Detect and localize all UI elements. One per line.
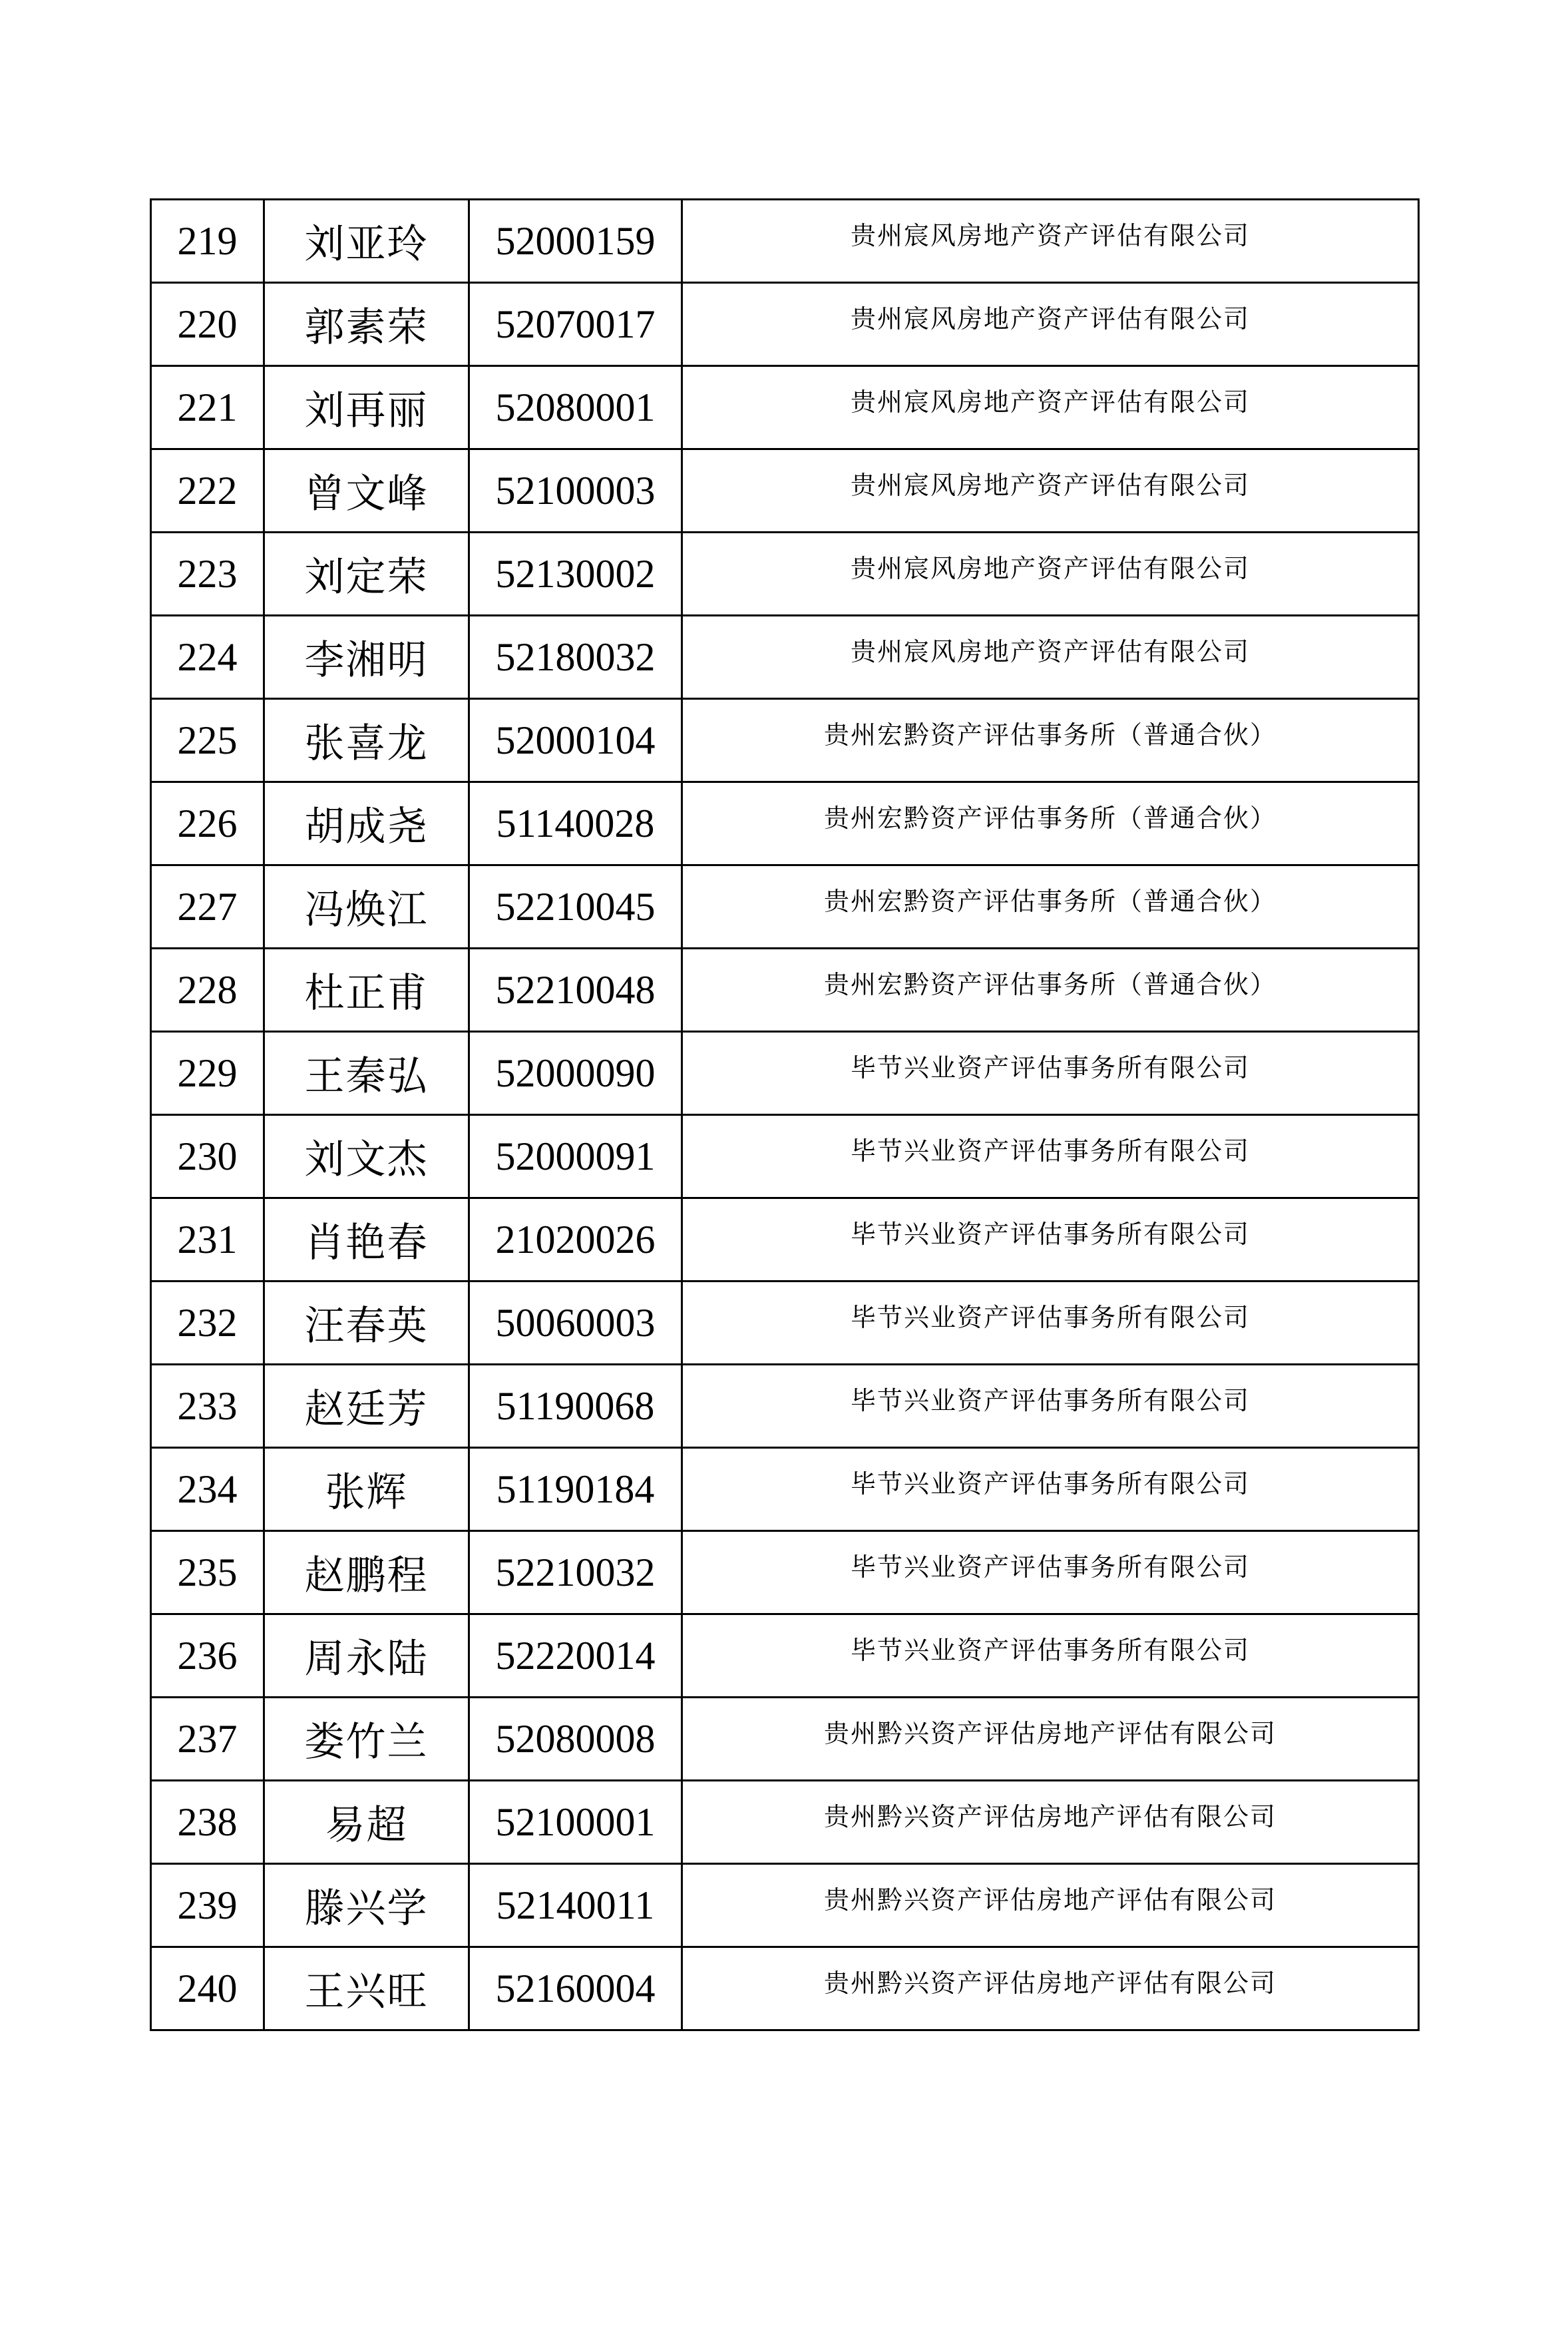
certificate-number: 52070017: [469, 283, 682, 366]
organization-name: 毕节兴业资产评估事务所有限公司: [850, 1136, 1250, 1166]
certificate-number: 52000104: [469, 699, 682, 782]
organization-name: 贵州黔兴资产评估房地产评估有限公司: [823, 1801, 1276, 1831]
organization-cell: [682, 1781, 1419, 1864]
certificate-number: 52000159: [469, 200, 682, 283]
registry-table-body: [151, 200, 1419, 2030]
person-name: 曾文峰: [264, 449, 469, 533]
table-row: [151, 1614, 1419, 1698]
organization-cell: [682, 782, 1419, 865]
row-number: 229: [151, 1032, 264, 1115]
organization-name: 贵州宸风房地产资产评估有限公司: [850, 636, 1250, 666]
table-row: [151, 1365, 1419, 1448]
organization-name: 贵州宏黔资产评估事务所（普通合伙）: [823, 969, 1276, 999]
person-name: 娄竹兰: [264, 1698, 469, 1781]
certificate-number: 52140011: [469, 1864, 682, 1947]
organization-name: 毕节兴业资产评估事务所有限公司: [850, 1469, 1250, 1499]
certificate-number: 52210048: [469, 949, 682, 1032]
organization-name: 贵州宸风房地产资产评估有限公司: [850, 387, 1250, 417]
certificate-number: 52210032: [469, 1531, 682, 1614]
row-number: 238: [151, 1781, 264, 1864]
organization-name: 贵州宸风房地产资产评估有限公司: [850, 470, 1250, 500]
row-number: 226: [151, 782, 264, 865]
row-number: 234: [151, 1448, 264, 1531]
organization-cell: [682, 1614, 1419, 1698]
certificate-number: 51140028: [469, 782, 682, 865]
row-number: 228: [151, 949, 264, 1032]
person-name: 刘定荣: [264, 533, 469, 616]
row-number: 221: [151, 366, 264, 449]
certificate-number: 52130002: [469, 533, 682, 616]
table-row: [151, 1282, 1419, 1365]
person-name: 易超: [264, 1781, 469, 1864]
table-row: [151, 533, 1419, 616]
row-number: 231: [151, 1198, 264, 1282]
row-number: 233: [151, 1365, 264, 1448]
organization-name: 贵州宸风房地产资产评估有限公司: [850, 304, 1250, 334]
organization-cell: [682, 1864, 1419, 1947]
organization-name: 贵州黔兴资产评估房地产评估有限公司: [823, 1968, 1276, 1998]
row-number: 223: [151, 533, 264, 616]
certificate-number: 52210045: [469, 865, 682, 949]
organization-cell: [682, 1282, 1419, 1365]
organization-cell: [682, 449, 1419, 533]
certificate-number: 52100001: [469, 1781, 682, 1864]
person-name: 滕兴学: [264, 1864, 469, 1947]
table-row: [151, 1115, 1419, 1198]
table-row: [151, 1864, 1419, 1947]
table-row: [151, 1698, 1419, 1781]
table-row: [151, 949, 1419, 1032]
organization-name: 毕节兴业资产评估事务所有限公司: [850, 1219, 1250, 1249]
organization-cell: [682, 949, 1419, 1032]
certificate-number: 52220014: [469, 1614, 682, 1698]
person-name: 郭素荣: [264, 283, 469, 366]
person-name: 汪春英: [264, 1282, 469, 1365]
certificate-number: 52080008: [469, 1698, 682, 1781]
row-number: 224: [151, 616, 264, 699]
table-row: [151, 366, 1419, 449]
organization-name: 贵州宏黔资产评估事务所（普通合伙）: [823, 886, 1276, 916]
certificate-number: 52000090: [469, 1032, 682, 1115]
organization-cell: [682, 1531, 1419, 1614]
organization-name: 贵州黔兴资产评估房地产评估有限公司: [823, 1718, 1276, 1748]
table-row: [151, 1781, 1419, 1864]
organization-name: 毕节兴业资产评估事务所有限公司: [850, 1052, 1250, 1082]
certificate-number: 51190068: [469, 1365, 682, 1448]
organization-cell: [682, 283, 1419, 366]
table-row: [151, 449, 1419, 533]
table-row: [151, 1947, 1419, 2030]
organization-cell: [682, 366, 1419, 449]
table-row: [151, 1198, 1419, 1282]
person-name: 李湘明: [264, 616, 469, 699]
organization-name: 毕节兴业资产评估事务所有限公司: [850, 1302, 1250, 1332]
row-number: 240: [151, 1947, 264, 2030]
certificate-number: 52100003: [469, 449, 682, 533]
organization-name: 毕节兴业资产评估事务所有限公司: [850, 1552, 1250, 1582]
organization-cell: [682, 1032, 1419, 1115]
row-number: 227: [151, 865, 264, 949]
person-name: 刘亚玲: [264, 200, 469, 283]
row-number: 222: [151, 449, 264, 533]
certificate-number: 51190184: [469, 1448, 682, 1531]
organization-cell: [682, 865, 1419, 949]
organization-cell: [682, 1448, 1419, 1531]
organization-name: 贵州宸风房地产资产评估有限公司: [850, 220, 1250, 250]
person-name: 肖艳春: [264, 1198, 469, 1282]
organization-name: 毕节兴业资产评估事务所有限公司: [850, 1635, 1250, 1665]
table-row: [151, 699, 1419, 782]
row-number: 219: [151, 200, 264, 283]
table-row: [151, 782, 1419, 865]
organization-cell: [682, 616, 1419, 699]
table-row: [151, 1448, 1419, 1531]
organization-cell: [682, 1198, 1419, 1282]
certificate-number: 21020026: [469, 1198, 682, 1282]
organization-cell: [682, 200, 1419, 283]
organization-name: 贵州黔兴资产评估房地产评估有限公司: [823, 1885, 1276, 1915]
table-row: [151, 1531, 1419, 1614]
registry-table: [150, 198, 1420, 2031]
row-number: 220: [151, 283, 264, 366]
person-name: 刘文杰: [264, 1115, 469, 1198]
person-name: 张辉: [264, 1448, 469, 1531]
table-row: [151, 283, 1419, 366]
certificate-number: 52160004: [469, 1947, 682, 2030]
organization-cell: [682, 1365, 1419, 1448]
organization-cell: [682, 533, 1419, 616]
organization-cell: [682, 1947, 1419, 2030]
organization-name: 贵州宏黔资产评估事务所（普通合伙）: [823, 720, 1276, 750]
table-row: [151, 865, 1419, 949]
organization-cell: [682, 1698, 1419, 1781]
table-row: [151, 616, 1419, 699]
row-number: 230: [151, 1115, 264, 1198]
organization-cell: [682, 699, 1419, 782]
person-name: 刘再丽: [264, 366, 469, 449]
row-number: 232: [151, 1282, 264, 1365]
table-row: [151, 200, 1419, 283]
certificate-number: 52180032: [469, 616, 682, 699]
person-name: 胡成尧: [264, 782, 469, 865]
person-name: 周永陆: [264, 1614, 469, 1698]
table-row: [151, 1032, 1419, 1115]
person-name: 杜正甫: [264, 949, 469, 1032]
person-name: 赵廷芳: [264, 1365, 469, 1448]
row-number: 239: [151, 1864, 264, 1947]
person-name: 王秦弘: [264, 1032, 469, 1115]
row-number: 225: [151, 699, 264, 782]
row-number: 235: [151, 1531, 264, 1614]
organization-name: 贵州宸风房地产资产评估有限公司: [850, 553, 1250, 583]
row-number: 236: [151, 1614, 264, 1698]
person-name: 王兴旺: [264, 1947, 469, 2030]
person-name: 赵鹏程: [264, 1531, 469, 1614]
organization-name: 贵州宏黔资产评估事务所（普通合伙）: [823, 803, 1276, 833]
organization-name: 毕节兴业资产评估事务所有限公司: [850, 1385, 1250, 1415]
organization-cell: [682, 1115, 1419, 1198]
certificate-number: 52080001: [469, 366, 682, 449]
certificate-number: 50060003: [469, 1282, 682, 1365]
certificate-number: 52000091: [469, 1115, 682, 1198]
person-name: 张喜龙: [264, 699, 469, 782]
person-name: 冯焕江: [264, 865, 469, 949]
row-number: 237: [151, 1698, 264, 1781]
